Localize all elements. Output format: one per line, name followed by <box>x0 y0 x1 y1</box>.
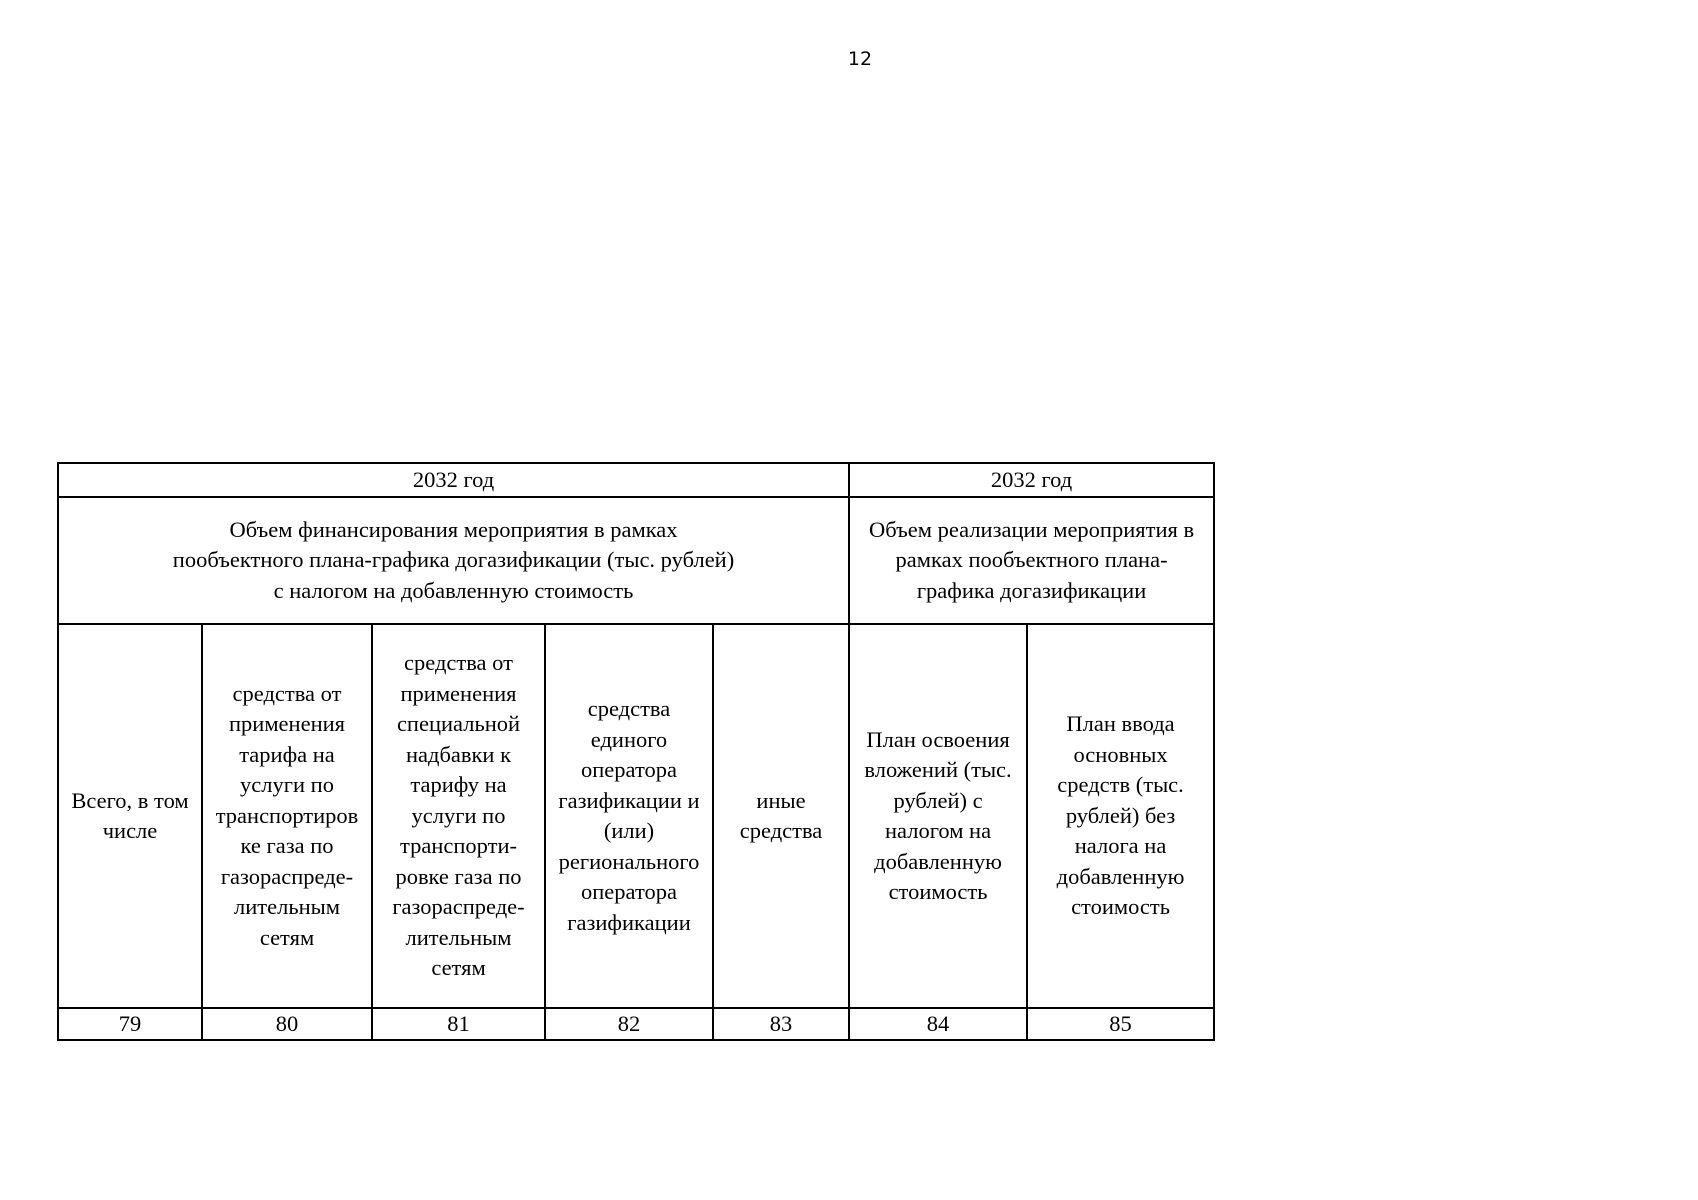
group-header-row <box>58 497 1214 624</box>
column-number: 80 <box>202 1008 372 1040</box>
column-number: 85 <box>1027 1008 1214 1040</box>
implementation-group-header: Объем реализации мероприятия в рамках пообъектного плана- графика догазификации <box>849 497 1214 624</box>
financing-year-header: 2032 год <box>58 463 849 497</box>
column-number: 83 <box>713 1008 849 1040</box>
column-number: 84 <box>849 1008 1027 1040</box>
financing-table <box>57 462 1215 1041</box>
column-number: 81 <box>372 1008 545 1040</box>
column-header-total: Всего, в том числе <box>58 624 202 1008</box>
financing-group-header: Объем финансирования мероприятия в рамках пообъектного плана-графика догазификации (тыс. рублей) с налогом на добавленную стоимость <box>58 497 849 624</box>
column-header-tariff-funds: средства от применения тарифа на услуги по транспортиров ке газа по газораспреде- лительным сетям <box>202 624 372 1008</box>
column-header-investment-plan: План освоения вложений (тыс. рублей) с налогом на добавленную стоимость <box>849 624 1027 1008</box>
column-number: 82 <box>545 1008 713 1040</box>
column-header-surcharge-funds: средства от применения специальной надбавки к тарифу на услуги по транспорти- ровке газа по газораспреде- лительным сетям <box>372 624 545 1008</box>
implementation-year-header: 2032 год <box>849 463 1214 497</box>
column-header-row <box>58 624 1214 1008</box>
page-number: 12 <box>847 48 873 70</box>
column-header-fixed-assets-plan: План ввода основных средств (тыс. рублей) без налога на добавленную стоимость <box>1027 624 1214 1008</box>
column-number: 79 <box>58 1008 202 1040</box>
column-header-operator-funds: средства единого оператора газификации и (или) регионального оператора газификации <box>545 624 713 1008</box>
column-number-row <box>58 1008 1214 1040</box>
column-header-other-funds: иные средства <box>713 624 849 1008</box>
year-header-row <box>58 463 1214 497</box>
